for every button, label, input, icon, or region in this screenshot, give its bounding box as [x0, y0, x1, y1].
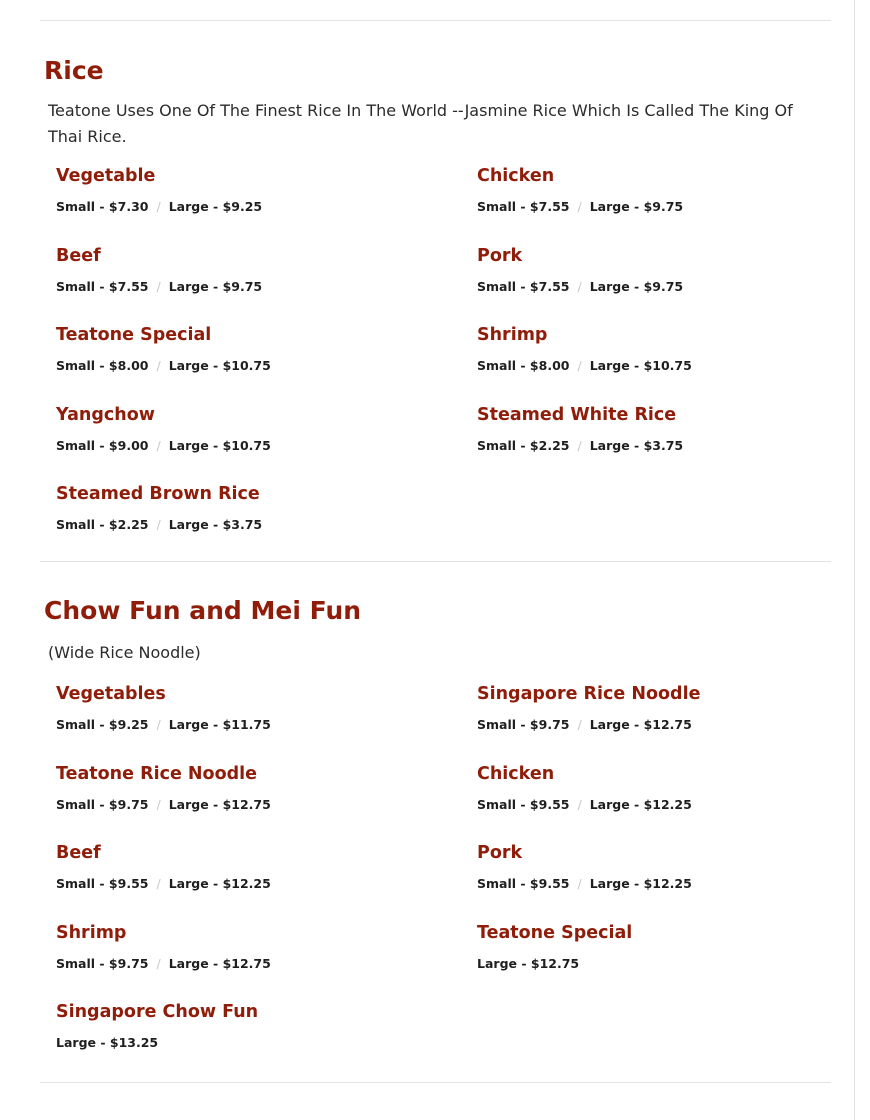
price-separator: /	[156, 278, 161, 294]
price-large: Large - $9.75	[589, 278, 684, 294]
menu-item	[56, 484, 477, 564]
menu-item-prices	[477, 797, 847, 813]
menu-item	[56, 764, 477, 844]
price-small: Small - $9.55	[56, 876, 149, 892]
section-divider	[40, 20, 831, 21]
menu-item-name: Vegetable	[56, 166, 156, 186]
menu-item	[56, 166, 477, 246]
menu-item-name: Singapore Chow Fun	[56, 1002, 259, 1023]
price-large: Large - $12.75	[168, 955, 271, 971]
price-separator: /	[156, 517, 161, 533]
price-large: Large - $13.25	[56, 1035, 159, 1051]
price-large: Large - $10.75	[168, 437, 271, 453]
price-large: Large - $9.75	[168, 278, 263, 294]
price-small: Small - $9.75	[56, 955, 149, 971]
menu-item-name: Vegetables	[56, 683, 166, 704]
section-title: Chow Fun and Mei Fun	[44, 595, 362, 625]
menu-item	[56, 246, 477, 326]
section-title: Rice	[44, 56, 104, 85]
menu-item-prices	[56, 279, 477, 295]
menu-item-name: Chicken	[477, 166, 555, 186]
menu-item-name: Chicken	[477, 763, 555, 784]
price-large: Large - $12.25	[589, 796, 692, 812]
price-separator: /	[156, 796, 161, 812]
menu-item-name: Pork	[477, 843, 523, 864]
section-chow-fun-mei-fun	[40, 595, 831, 1082]
menu-items-grid	[56, 166, 831, 564]
price-small: Small - $8.00	[56, 358, 149, 374]
price-separator: /	[156, 876, 161, 892]
menu-item-prices	[56, 956, 477, 972]
menu-item-name: Shrimp	[477, 325, 548, 346]
price-large: Large - $12.25	[589, 876, 692, 892]
price-separator: /	[577, 437, 582, 453]
price-large: Large - $9.25	[168, 199, 263, 214]
menu-item-prices	[477, 717, 847, 733]
price-large: Large - $12.75	[477, 955, 580, 971]
price-separator: /	[577, 278, 582, 294]
menu-item-name: Steamed Brown Rice	[56, 484, 260, 505]
section-description: (Wide Rice Noodle)	[48, 642, 201, 662]
price-large: Large - $10.75	[168, 358, 271, 374]
menu-item-name: Singapore Rice Noodle	[477, 683, 701, 704]
menu-item	[477, 764, 847, 844]
price-small: Small - $8.00	[477, 358, 570, 374]
price-small: Small - $9.55	[477, 796, 570, 812]
menu-item	[477, 923, 847, 1003]
menu-item-prices	[56, 717, 477, 733]
price-separator: /	[156, 358, 161, 374]
menu-item-prices	[56, 438, 477, 454]
menu-item-prices	[56, 358, 477, 374]
menu-items-grid	[56, 684, 831, 1082]
menu-item-name: Teatone Special	[477, 922, 633, 943]
price-small: Small - $9.25	[56, 716, 149, 732]
price-small: Small - $7.55	[477, 199, 570, 214]
price-separator: /	[156, 199, 161, 214]
menu-item	[56, 405, 477, 485]
menu-item-name: Teatone Rice Noodle	[56, 763, 257, 784]
section-rice	[40, 55, 831, 564]
menu-item	[477, 325, 847, 405]
price-large: Large - $3.75	[168, 517, 263, 533]
menu-item-prices	[56, 876, 477, 892]
price-small: Small - $7.30	[56, 199, 149, 214]
menu-item-name: Beef	[56, 843, 101, 864]
price-small: Small - $9.00	[56, 437, 149, 453]
menu-item-prices	[477, 956, 847, 972]
menu-item-name: Beef	[56, 245, 101, 266]
section-description: Teatone Uses One Of The Finest Rice In The World --Jasmine Rice Which Is Called The King Of Thai Rice.	[48, 101, 793, 146]
menu-item-prices	[477, 279, 847, 295]
price-small: Small - $2.25	[56, 517, 149, 533]
menu-item	[477, 843, 847, 923]
price-large: Large - $3.75	[589, 437, 684, 453]
menu-item-prices	[56, 199, 477, 215]
menu-item-prices	[56, 1035, 477, 1051]
price-separator: /	[156, 955, 161, 971]
price-large: Large - $12.75	[168, 796, 271, 812]
menu-item	[477, 405, 847, 485]
menu-item-name: Pork	[477, 245, 523, 266]
menu-item	[56, 843, 477, 923]
price-separator: /	[577, 796, 582, 812]
menu-item-name: Shrimp	[56, 922, 127, 943]
menu-item-prices	[477, 876, 847, 892]
price-small: Small - $7.55	[477, 278, 570, 294]
menu-item	[477, 246, 847, 326]
price-small: Small - $9.55	[477, 876, 570, 892]
menu-item-name: Yangchow	[56, 404, 155, 425]
price-large: Large - $12.25	[168, 876, 271, 892]
menu-item	[477, 684, 847, 764]
price-small: Small - $2.25	[477, 437, 570, 453]
menu-item-prices	[477, 358, 847, 374]
price-large: Large - $10.75	[589, 358, 692, 374]
price-separator: /	[156, 437, 161, 453]
menu-container	[40, 0, 831, 1083]
price-small: Small - $9.75	[477, 716, 570, 732]
menu-item	[477, 166, 847, 246]
price-separator: /	[577, 358, 582, 374]
price-separator: /	[156, 716, 161, 732]
menu-item-name: Steamed White Rice	[477, 404, 677, 425]
price-separator: /	[577, 716, 582, 732]
price-small: Small - $7.55	[56, 278, 149, 294]
section-divider	[40, 1082, 831, 1083]
menu-item-prices	[56, 797, 477, 813]
price-large: Large - $12.75	[589, 716, 692, 732]
menu-item-prices	[477, 438, 847, 454]
menu-item-prices	[477, 199, 847, 215]
price-separator: /	[577, 199, 582, 214]
menu-item	[56, 923, 477, 1003]
menu-item-name: Teatone Special	[56, 325, 212, 346]
menu-item	[56, 325, 477, 405]
price-large: Large - $9.75	[589, 199, 684, 214]
menu-item	[56, 684, 477, 764]
menu-item-prices	[56, 517, 477, 533]
price-large: Large - $11.75	[168, 716, 271, 732]
menu-item	[56, 1002, 477, 1082]
price-separator: /	[577, 876, 582, 892]
page-edge-line	[854, 0, 855, 1120]
price-small: Small - $9.75	[56, 796, 149, 812]
